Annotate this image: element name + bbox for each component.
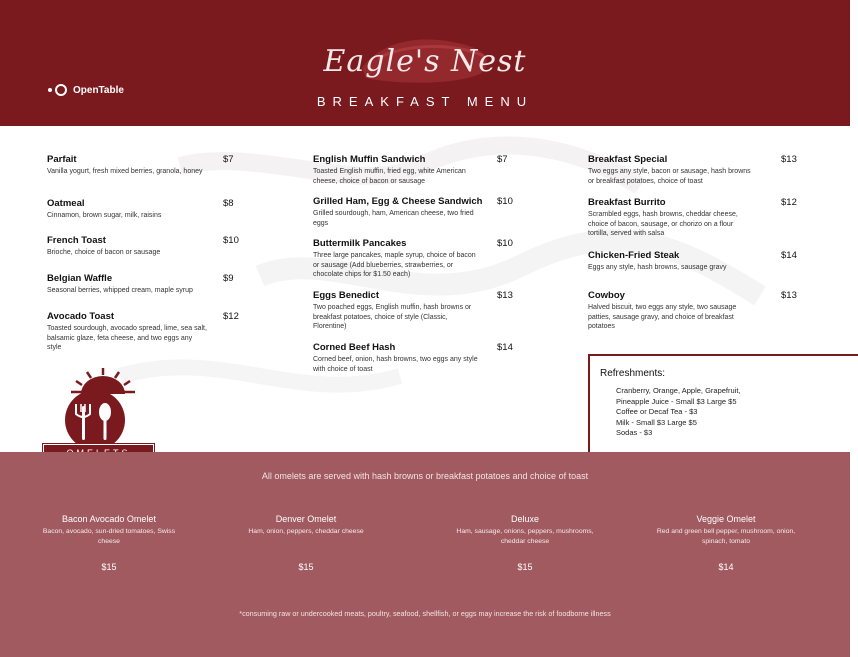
omelet-name: Veggie Omelet <box>696 514 756 524</box>
omelet-name: Denver Omelet <box>275 514 337 524</box>
item-price: $13 <box>781 290 797 301</box>
item-name: Oatmeal <box>47 198 85 209</box>
item-description: Two poached eggs, English muffin, hash browns or breakfast potatoes, choice of style (Classic, Florentine) <box>313 304 472 330</box>
item-name: Chicken-Fried Steak <box>588 250 680 261</box>
omelet-price: $14 <box>718 562 734 572</box>
omelet-price: $15 <box>298 562 314 572</box>
item-name: English Muffin Sandwich <box>313 154 426 165</box>
item-price: $7 <box>497 154 508 165</box>
omelets-section <box>0 452 850 657</box>
item-price: $8 <box>223 198 234 209</box>
menu-item <box>313 238 513 280</box>
item-name: Grilled Ham, Egg & Cheese Sandwich <box>313 196 483 207</box>
menu-item <box>47 311 239 353</box>
item-description: Eggs any style, hash browns, sausage gravy <box>588 264 727 271</box>
refreshment-line: Coffee or Decaf Tea - $3 <box>616 407 698 416</box>
item-price: $10 <box>223 235 239 246</box>
item-price: $12 <box>223 311 239 322</box>
opentable-link[interactable] <box>47 84 124 96</box>
item-price: $12 <box>781 197 797 208</box>
item-description: Scrambled eggs, hash browns, cheddar cheese, choice of bacon, sausage, or chorizo on a flour tortilla, served with salsa <box>588 211 738 237</box>
refreshment-line: Milk - Small $3 Large $5 <box>616 417 697 427</box>
item-name: Breakfast Special <box>588 154 668 165</box>
menu-item <box>47 273 234 296</box>
item-name: Breakfast Burrito <box>588 197 666 208</box>
omelet-description: Bacon, avocado, sun-dried tomatoes, Swiss cheese <box>42 528 176 545</box>
item-description: Two eggs any style, bacon or sausage, hash browns or breakfast potatoes, choice of toast <box>588 168 751 185</box>
omelet-price: $15 <box>517 562 533 572</box>
omelets-note: All omelets are served with hash browns or breakfast potatoes and choice of toast <box>261 471 589 481</box>
menu-item <box>588 290 797 332</box>
item-name: French Toast <box>47 235 106 246</box>
menu-item <box>47 154 234 177</box>
omelet-price: $15 <box>101 562 117 572</box>
omelet-description: Ham, sausage, onions, peppers, mushrooms, cheddar cheese <box>456 528 594 545</box>
item-description: Cinnamon, brown sugar, milk, raisins <box>47 212 162 219</box>
item-price: $9 <box>223 273 234 284</box>
item-price: $13 <box>497 290 513 301</box>
refreshments-box <box>588 354 858 454</box>
item-name: Parfait <box>47 154 77 165</box>
item-description: Grilled sourdough, ham, American cheese, two fried eggs <box>313 210 474 227</box>
omelet-item <box>450 513 600 572</box>
menu-item <box>47 235 239 258</box>
item-description: Vanilla yogurt, fresh mixed berries, granola, honey <box>47 168 203 175</box>
item-name: Belgian Waffle <box>47 273 113 284</box>
refreshments-list <box>616 386 741 439</box>
omelet-name: Deluxe <box>510 514 539 524</box>
menu-item <box>588 250 797 273</box>
menu-item <box>588 154 797 186</box>
omelet-item <box>651 513 801 572</box>
omelet-description: Red and green bell pepper, mushroom, onion, spinach, tomato <box>656 528 796 545</box>
item-description: Toasted English muffin, fried egg, white American cheese, choice of bacon or sausage <box>313 168 466 185</box>
item-price: $14 <box>497 342 513 353</box>
menu-item <box>313 342 513 374</box>
refreshment-line: Pineapple Juice - Small $3 Large $5 <box>616 396 737 406</box>
item-price: $10 <box>497 196 513 207</box>
item-description: Three large pancakes, maple syrup, choice of bacon or sausage (Add blueberries, strawberries, or chocolate chips for $1.50 each) <box>313 252 476 278</box>
item-name: Buttermilk Pancakes <box>313 238 407 249</box>
refreshments-title: Refreshments: <box>600 368 666 379</box>
omelet-item <box>34 513 184 572</box>
item-description: Halved biscuit, two eggs any style, two sausage patties, sausage gravy, and choice of breakfast potatoes <box>588 304 737 330</box>
sunrise-icon <box>71 368 135 394</box>
food-safety-footnote: *consuming raw or undercooked meats, poultry, seafood, shellfish, or eggs may increase the risk of foodborne illness <box>239 609 611 618</box>
menu-item <box>588 197 797 239</box>
omelet-description: Ham, onion, peppers, cheddar cheese <box>248 528 364 535</box>
menu-item <box>47 198 234 221</box>
menu-item <box>313 154 508 186</box>
menu-item <box>313 196 513 228</box>
item-name: Corned Beef Hash <box>313 342 396 353</box>
menu-body <box>0 126 850 452</box>
item-price: $13 <box>781 154 797 165</box>
item-name: Cowboy <box>588 290 625 301</box>
opentable-label: OpenTable <box>73 84 124 96</box>
refreshment-line: Cranberry, Orange, Apple, Grapefruit, <box>616 386 741 395</box>
omelet-item <box>231 513 381 572</box>
item-price: $10 <box>497 238 513 249</box>
item-name: Eggs Benedict <box>313 290 379 301</box>
item-description: Seasonal berries, whipped cream, maple syrup <box>47 287 193 294</box>
menu-title: BREAKFAST MENU <box>316 94 534 109</box>
item-description: Corned beef, onion, hash browns, two eggs any style with choice of toast <box>313 356 478 373</box>
refreshment-line: Sodas - $3 <box>616 428 653 437</box>
item-price: $7 <box>223 154 234 165</box>
item-description: Brioche, choice of bacon or sausage <box>47 249 161 256</box>
item-price: $14 <box>781 250 797 261</box>
menu-item <box>313 290 513 332</box>
item-name: Avocado Toast <box>47 311 115 322</box>
omelet-name: Bacon Avocado Omelet <box>62 514 156 524</box>
item-description: Toasted sourdough, avocado spread, lime, sea salt, balsamic glaze, feta cheese, and two eggs any style <box>47 325 207 351</box>
menu-header <box>0 0 850 126</box>
opentable-logo-icon <box>47 84 69 96</box>
restaurant-name: Eagle's Nest <box>323 44 527 79</box>
